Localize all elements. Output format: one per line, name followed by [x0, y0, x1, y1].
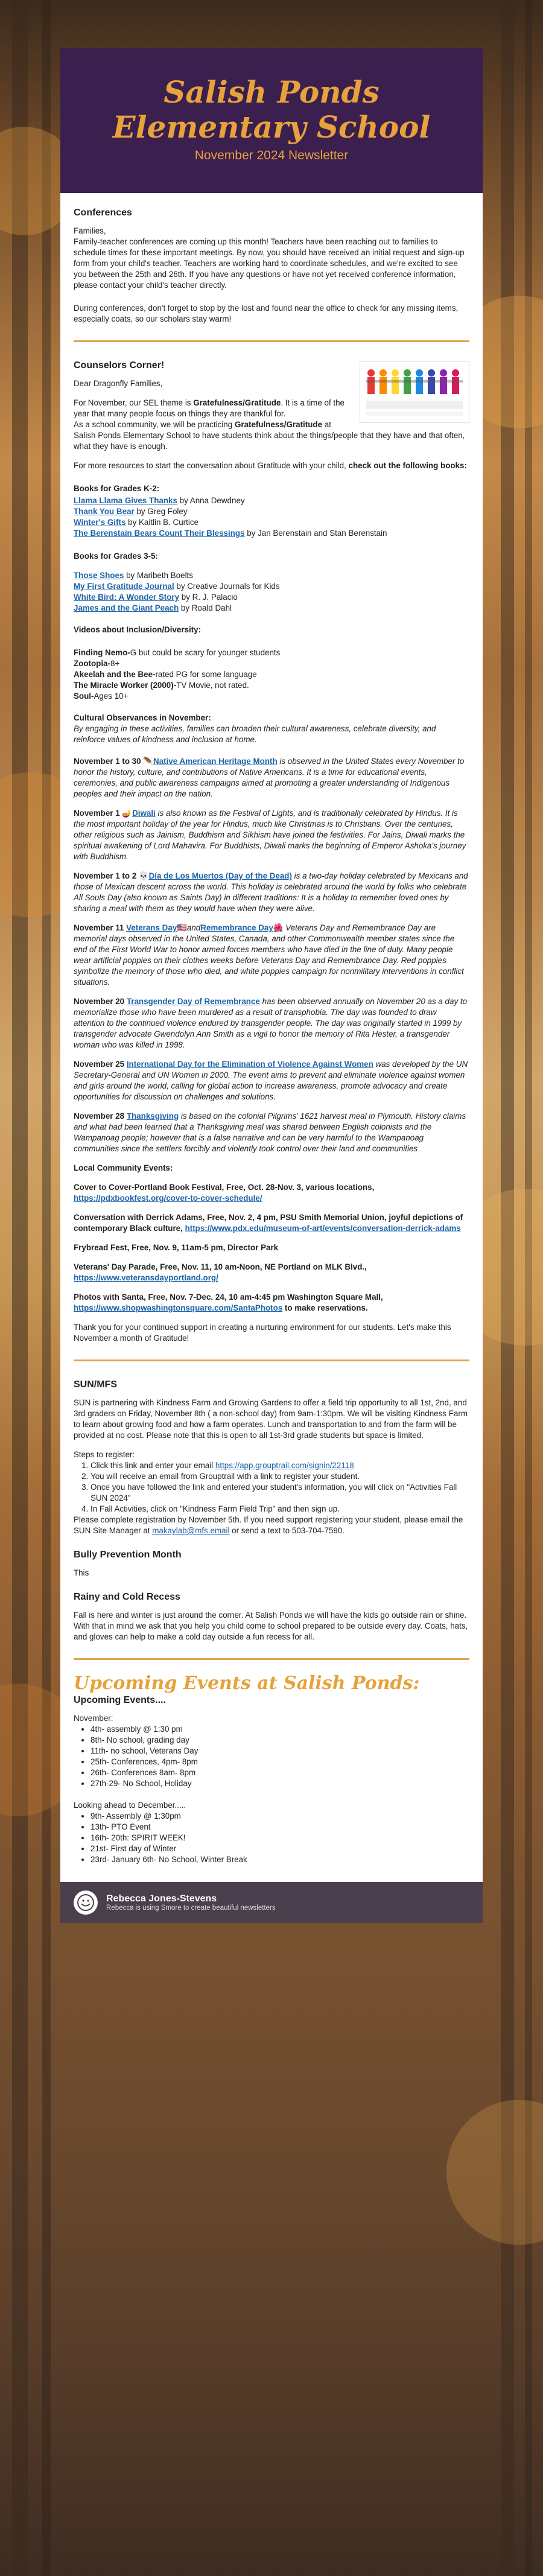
sun-contact: Please complete registration by November 5th. If you need support registering your student, please email the SUN Site Manager at makaylab@mfs.email or send a text to 503-704-7590. — [74, 1515, 463, 1535]
observance-link[interactable]: Native American Heritage Month — [153, 757, 278, 766]
local-event: Cover to Cover-Portland Book Festival, Free, Oct. 28-Nov. 3, various locations, https://pdxbookfest.org/cover-to-cover-schedule/ — [74, 1183, 375, 1203]
books-k2-list — [74, 495, 469, 539]
observance-link[interactable]: Diwali — [132, 809, 156, 818]
newsletter-header — [60, 48, 483, 193]
book-link[interactable]: The Berenstain Bears Count Their Blessings — [74, 529, 245, 538]
rainy-text: Fall is here and winter is just around the corner. At Salish Ponds we will have the kids go outside rain or shine. With that in mind we ask that you help you child come to school prepared to be outside every day. Coats, hats, and gloves can help to make a cold day outside a fun recess for all. — [74, 1611, 468, 1641]
event-link[interactable]: https://www.veteransdayportland.org/ — [74, 1273, 218, 1282]
event-link[interactable]: https://pdxbookfest.org/cover-to-cover-schedule/ — [74, 1194, 262, 1203]
list-item: • 23rd- January 6th- No School, Winter Break — [91, 1854, 469, 1865]
book-link[interactable]: White Bird: A Wonder Story — [74, 593, 180, 602]
poppy-icon: 🌺 — [273, 923, 284, 932]
conferences-heading: Conferences — [74, 208, 132, 218]
list-item: • 26th- Conferences 8am- 8pm — [91, 1767, 469, 1778]
bully-text: This — [74, 1568, 89, 1577]
counselors-heading: Counselors Corner! — [74, 360, 165, 370]
event-link[interactable]: https://www.pdx.edu/museum-of-art/events/conversation-derrick-adams — [185, 1224, 461, 1233]
november-events — [74, 1724, 469, 1789]
local-event: Frybread Fest, Free, Nov. 9, 11am-5 pm, Director Park — [74, 1243, 279, 1252]
sun-heading: SUN/MFS — [74, 1379, 117, 1390]
newsletter-footer — [60, 1882, 483, 1923]
sun-text: SUN is partnering with Kindness Farm and Growing Gardens to offer a field trip opportunity to all 1st, 2nd, and 3rd graders on Friday, November 8th ( a non-school day) from 9am-1:30pm. We will be visiting Kindness Farm to learn about growing food and how a farm operates. Lunch and transportation to and from the farm will be provided at no cost. Please note that this is open to all 1st-3rd grade students but space is limited. — [74, 1398, 468, 1440]
list-item: James and the Giant Peach by Roald Dahl — [74, 603, 232, 612]
list-item: Those Shoes by Maribeth Boelts — [74, 571, 193, 580]
flag-icon: 🇺🇸 — [177, 923, 187, 932]
conferences-text: Family-teacher conferences are coming up this month! Teachers have been reaching out to families to schedule times for these important meetings. By now, you should have received an initial request and sign-up form from your child's teacher. Teachers are working hard to coordinate schedules, and we're excited to see you between the 25th and 26th. If you have any questions or have not yet received conference information, please contact your child's teacher directly. — [74, 237, 465, 290]
newsletter-subtitle: November 2024 Newsletter — [194, 148, 349, 162]
list-item: 1. Click this link and enter your email https://app.grouptrail.com/signin/22118 — [91, 1460, 469, 1471]
local-event: Veterans' Day Parade, Free, Nov. 11, 10 am-Noon, NE Portland on MLK Blvd., https://www.veteransdayportland.org/ — [74, 1262, 367, 1282]
list-item: Thank You Bear by Greg Foley — [74, 507, 188, 516]
book-link[interactable]: James and the Giant Peach — [74, 603, 179, 612]
book-link[interactable]: Thank You Bear — [74, 507, 135, 516]
rainy-heading: Rainy and Cold Recess — [74, 1592, 180, 1602]
list-item: The Berenstain Bears Count Their Blessings by Jan Berenstain and Stan Berenstain — [74, 529, 387, 538]
list-item: • 11th- no school, Veterans Day — [91, 1746, 469, 1757]
grouptrail-link[interactable]: https://app.grouptrail.com/signin/22118 — [215, 1461, 354, 1470]
observance-item: November 1 to 2 💀Día de Los Muertos (Day of the Dead) is a two-day holiday celebrated by Mexicans and those of Mexican descent across the world. This holiday is celebrated around the world by folks who celebrate All Souls Day (also known as Saints Day) in different traditions: It is a holiday to remember loved ones by sharing a meal with them as they would have when they were alive. — [74, 871, 468, 913]
children-chain-image — [360, 361, 469, 423]
list-item: White Bird: A Wonder Story by R. J. Palacio — [74, 593, 238, 602]
list-item: • 13th- PTO Event — [91, 1822, 469, 1833]
observance-link[interactable]: Remembrance Day — [200, 923, 273, 932]
book-link[interactable]: Llama Llama Gives Thanks — [74, 496, 177, 505]
list-item: • 4th- assembly @ 1:30 pm — [91, 1724, 469, 1735]
author-name: Rebecca Jones-Stevens — [106, 1894, 217, 1904]
book-link[interactable]: Those Shoes — [74, 571, 124, 580]
skull-icon: 💀 — [138, 871, 149, 880]
local-event: Conversation with Derrick Adams, Free, Nov. 2, 4 pm, PSU Smith Memorial Union, joyful depictions of contemporary Black culture, https://www.pdx.edu/museum-of-art/events/conversation-derrick-adams — [74, 1213, 463, 1233]
list-item: Llama Llama Gives Thanks by Anna Dewdney — [74, 496, 245, 505]
books-35-list — [74, 570, 469, 614]
section-divider — [74, 1658, 469, 1660]
newsletter-body — [60, 193, 483, 1882]
list-item: Akeelah and the Bee-rated PG for some language — [74, 670, 257, 679]
list-item: The Miracle Worker (2000)-TV Movie, not rated. — [74, 681, 249, 690]
school-practice-text: As a school community, we will be practicing Gratefulness/Gratitude at Salish Ponds Elementary School to have students think about the things/people that they have and that often, what they have is enough. — [74, 420, 465, 451]
cultural-title: Cultural Observances in November: — [74, 713, 211, 722]
email-link[interactable]: makaylab@mfs.email — [152, 1526, 230, 1535]
list-item: Finding Nemo-G but could be scary for younger students — [74, 648, 281, 657]
list-item: • 21st- First day of Winter — [91, 1843, 469, 1854]
observance-item: November 25 International Day for the Elimination of Violence Against Women was developed by the UN Secretary-General and UN Women in 2000. The event aims to prevent and eliminate violence against women and girls around the world, calling for global action to increase awareness, promote advocacy and create opportunities for discussion on challenges and solutions. — [74, 1060, 468, 1101]
list-item: • 25th- Conferences, 4pm- 8pm — [91, 1757, 469, 1767]
upcoming-heading: Upcoming Events.... — [74, 1695, 166, 1705]
books-35-title: Books for Grades 3-5: — [74, 552, 158, 561]
bully-heading: Bully Prevention Month — [74, 1550, 182, 1560]
observance-item: November 11 Veterans Day🇺🇸andRemembrance Day🌺 Veterans Day and Remembrance Day are memorial days observed in the United States, Canada, and other Commonwealth member states since the end of the First World War to honor armed forces members who have died in the line of duty. Many people wear artificial poppies on their clothes weeks before Veterans Day and Remembrance Day. Red poppies symbolize the memory of those who died, and white poppies campaign for nonmilitary interventions in conflict situations. — [74, 923, 464, 987]
list-item: Zootopia-8+ — [74, 659, 120, 668]
list-item: • 16th- 20th: SPIRIT WEEK! — [91, 1833, 469, 1843]
local-event: Photos with Santa, Free, Nov. 7-Dec. 24, 10 am-4:45 pm Washington Square Mall, https://www.shopwashingtonsquare.com/SantaPhotos to make reservations. — [74, 1293, 383, 1312]
list-item: Winter's Gifts by Kaitlin B. Curtice — [74, 518, 198, 527]
smore-logo-icon[interactable] — [74, 1891, 98, 1915]
conferences-lost-found: During conferences, don't forget to stop by the lost and found near the office to check for any missing items, especially coats, so our scholars stay warm! — [74, 304, 459, 323]
observance-item: November 20 Transgender Day of Remembrance has been observed annually on November 20 as a day to memorialize those who have been murdered as a result of transphobia. The day was founded to draw attention to the continued violence endured by transgender people. The day was originally started in 1999 by transgender advocate Gwendolyn Ann Smith as a vigil to honor the memory of Rita Hester, a transgender woman who was killed in 1998. — [74, 997, 468, 1049]
counselors-closing: Thank you for your continued support in creating a nurturing environment for our students. Let's make this November a month of Gratitude! — [74, 1323, 451, 1343]
observance-link[interactable]: Día de Los Muertos (Day of the Dead) — [148, 871, 292, 880]
observance-link[interactable]: Veterans Day — [126, 923, 177, 932]
newsletter-card — [60, 48, 483, 1923]
section-divider — [74, 340, 469, 342]
sel-theme-text: For November, our SEL theme is Gratefulness/Gratitude. It is a time of the year that many people focus on things they are thankful for. — [74, 398, 345, 418]
observance-link[interactable]: Thanksgiving — [126, 1111, 179, 1121]
list-item: 3. Once you have followed the link and entered your student's information, you will click on "Activities Fall SUN 2024" — [91, 1482, 469, 1504]
book-link[interactable]: Winter's Gifts — [74, 518, 126, 527]
videos-title: Videos about Inclusion/Diversity: — [74, 625, 202, 634]
observance-link[interactable]: Transgender Day of Remembrance — [126, 997, 260, 1006]
november-label: November: — [74, 1714, 113, 1723]
list-item: My First Gratitude Journal by Creative Journals for Kids — [74, 582, 280, 591]
steps-list — [74, 1460, 469, 1515]
smore-tagline[interactable]: Rebecca is using Smore to create beautiful newsletters — [106, 1904, 276, 1912]
conferences-greeting: Families, — [74, 226, 106, 235]
section-divider — [74, 1360, 469, 1361]
list-item: 2. You will receive an email from Grouptrail with a link to register your student. — [91, 1471, 469, 1482]
school-title: Salish Ponds Elementary School — [112, 74, 431, 145]
upcoming-banner: Upcoming Events at Salish Ponds: — [74, 1673, 420, 1694]
list-item: 4. In Fall Activities, click on "Kindness Farm Field Trip" and then sign up. — [91, 1504, 469, 1515]
list-item: • 27th-29- No School, Holiday — [91, 1778, 469, 1789]
diya-icon: 🪔 — [122, 809, 133, 818]
december-events — [74, 1811, 469, 1865]
videos-list — [74, 647, 469, 702]
feather-icon: 🪶 — [143, 757, 154, 766]
list-item: • 9th- Assembly @ 1:30pm — [91, 1811, 469, 1822]
local-events-title: Local Community Events: — [74, 1163, 173, 1172]
counselors-greeting: Dear Dragonfly Families, — [74, 379, 163, 388]
list-item: • 8th- No school, grading day — [91, 1735, 469, 1746]
observance-item: November 28 Thanksgiving is based on the colonial Pilgrims' 1621 harvest meal in Plymouth. History claims and what had been learned that a Thanksgiving meal was shared between English colonists and the Wampanoag people; however that is a false narrative and can be very harmful to the Wampanoag communities since the settlers forcibly and violently took control over their land and communities — [74, 1111, 466, 1153]
event-link[interactable]: https://www.shopwashingtonsquare.com/SantaPhotos — [74, 1303, 283, 1312]
observance-link[interactable]: International Day for the Elimination of Violence Against Women — [126, 1060, 373, 1069]
observance-item: November 1 to 30 🪶Native American Heritage Month is observed in the United States every November to honor the history, culture, and contributions of Native Americans. It is a time for educational events, ceremonies, and public awareness campaigns aimed at promoting a greater understanding of Indigenous peoples and their impact on the nation. — [74, 757, 465, 798]
books-k2-title: Books for Grades K-2: — [74, 484, 160, 493]
steps-title: Steps to register: — [74, 1450, 135, 1459]
cultural-intro: By engaging in these activities, families can broaden their cultural awareness, celebrate diversity, and reinforce values of kindness and inclusion at home. — [74, 724, 436, 744]
resources-text: For more resources to start the conversation about Gratitude with your child, check out the following books: — [74, 461, 467, 470]
december-label: Looking ahead to December..... — [74, 1801, 186, 1810]
observance-item: November 1 🪔Diwali is also known as the Festival of Lights, and is traditionally celebrated by Hindus. It is the most important holiday of the year for Hindus, much like Christmas is to Christians. Over the centuries, other religious such as Jainism, Buddhism and Sikhism have joined the festivities. For Jains, Diwali marks the spiritual awakening of Lord Mahavira. For Buddhists, Diwali marks the beginning of Emperor Ashoka's journey with Buddhism. — [74, 809, 466, 861]
list-item: Soul-Ages 10+ — [74, 692, 129, 701]
book-link[interactable]: My First Gratitude Journal — [74, 582, 174, 591]
